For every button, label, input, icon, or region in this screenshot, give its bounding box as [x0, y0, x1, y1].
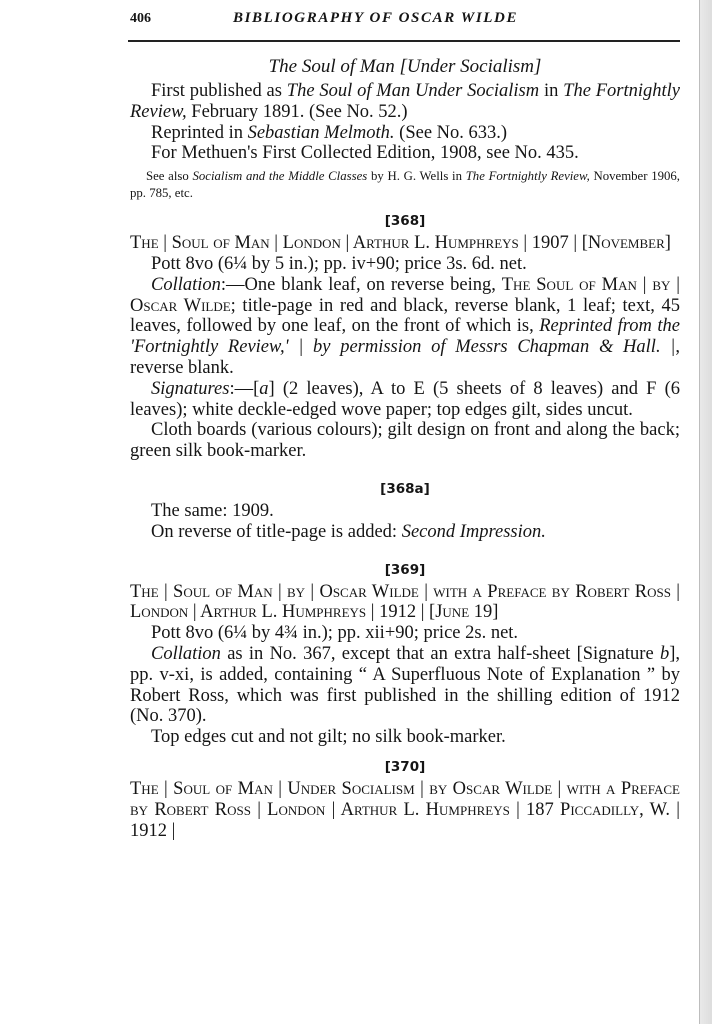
- entry-number: [369]: [384, 561, 426, 578]
- entry-binding: Cloth boards (various colours); gilt design on front and along the back; green silk book-marker.: [130, 420, 680, 462]
- entry-title-page: The | Soul of Man | London | Arthur L. Humphreys | 1907 | [November]: [130, 233, 671, 254]
- entry-title-page: The | Soul of Man | by | Oscar Wilde | with a Preface by Robert Ross | London | Arthur L. Humphreys | 1912 | [June 19]: [130, 581, 680, 623]
- methuen-paragraph: For Methuen's First Collected Edition, 1908, see No. 435.: [151, 143, 579, 164]
- entry-collation: Collation:—One blank leaf, on reverse being, The Soul of Man | by | Oscar Wilde; title-page in red and black, reverse blank, 1 leaf; text, 45 leaves, followed by one leaf, on the front of which is, Reprinted from the 'Fortnightly Review,' | by permission of Messrs Chapman & Hall. |, reverse blank.: [130, 274, 681, 378]
- entry-title-page: The | Soul of Man | Under Socialism | by Oscar Wilde | with a Preface by Robert Ross | London | Arthur L. Humphreys | 187 Piccadilly, W. | 1912 |: [130, 778, 680, 841]
- entry-format: Pott 8vo (6¼ by 4¾ in.); pp. xii+90; price 2s. net.: [151, 623, 519, 644]
- running-title: BIBLIOGRAPHY OF OSCAR WILDE: [233, 10, 519, 26]
- header-rule: [128, 40, 680, 42]
- entry-collation: Collation as in No. 367, except that an extra half-sheet [Signature b], pp. v-xi, is added, containing “ A Superfluous Note of Explanation ” by Robert Ross, which was first published in the shilling edition of 1912 (No. 370).: [130, 643, 680, 727]
- entry-number: [368]: [384, 213, 426, 230]
- section-title: The Soul of Man [Under Socialism]: [268, 56, 542, 77]
- entry-signatures: Signatures:—[a] (2 leaves), A to E (5 sheets of 8 leaves) and F (6 leaves); white deckle-edged wove paper; top edges gilt, sides uncut.: [130, 378, 680, 420]
- reprint-paragraph: Reprinted in Sebastian Melmoth. (See No. 633.): [151, 122, 508, 143]
- see-also-note: See also Socialism and the Middle Classes by H. G. Wells in The Fortnightly Review, November 1906, pp. 785, etc.: [130, 169, 680, 201]
- running-header: [130, 10, 680, 34]
- entry-number: [370]: [384, 758, 426, 775]
- viewer-edge: [699, 0, 712, 1024]
- entry-format: Pott 8vo (6¼ by 5 in.); pp. iv+90; price 3s. 6d. net.: [151, 253, 527, 274]
- book-page: [130, 10, 680, 841]
- entry-same: The same: 1909.: [151, 500, 274, 521]
- entry-number: [368a]: [380, 480, 430, 497]
- page-number: 406: [130, 11, 151, 26]
- entry-edges: Top edges cut and not gilt; no silk book-marker.: [151, 727, 506, 748]
- entry-added: On reverse of title-page is added: Second Impression.: [151, 521, 546, 542]
- intro-paragraph: First published as The Soul of Man Under Socialism in The Fortnightly Review, February 1891. (See No. 52.): [130, 81, 681, 122]
